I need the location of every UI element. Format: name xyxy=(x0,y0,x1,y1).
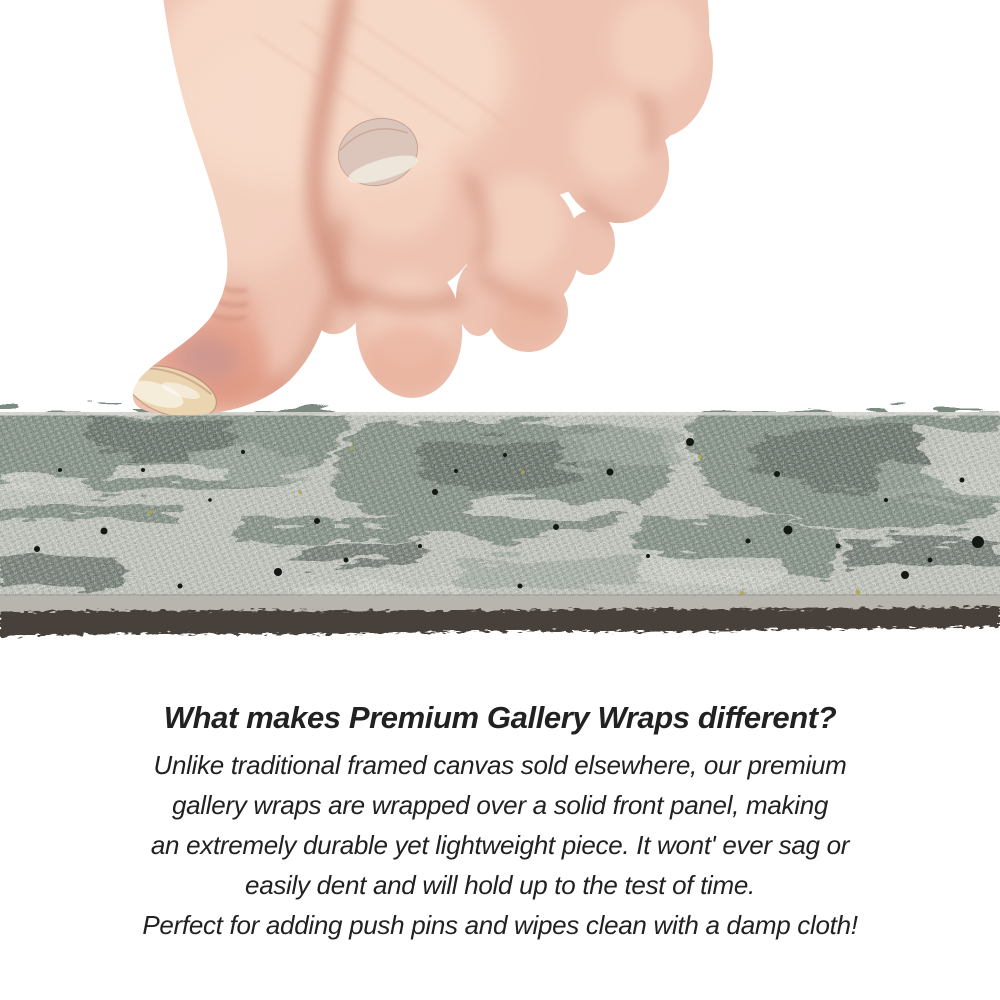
info-section xyxy=(0,696,1000,945)
info-line-3: an extremely durable yet lightweight piece. It wont' ever sag or xyxy=(150,830,850,860)
hand xyxy=(105,0,730,434)
info-line-2: gallery wraps are wrapped over a solid front panel, making xyxy=(171,790,829,820)
canvas-strip xyxy=(0,412,1000,636)
info-line-5: Perfect for adding push pins and wipes clean with a damp cloth! xyxy=(142,910,858,940)
info-heading: What makes Premium Gallery Wraps different? xyxy=(163,700,837,735)
info-line-1: Unlike traditional framed canvas sold elsewhere, our premium xyxy=(153,750,847,780)
strip-top-highlight xyxy=(0,412,1000,416)
strip-band-line xyxy=(0,594,1000,596)
info-line-4: easily dent and will hold up to the test of time. xyxy=(245,870,755,900)
